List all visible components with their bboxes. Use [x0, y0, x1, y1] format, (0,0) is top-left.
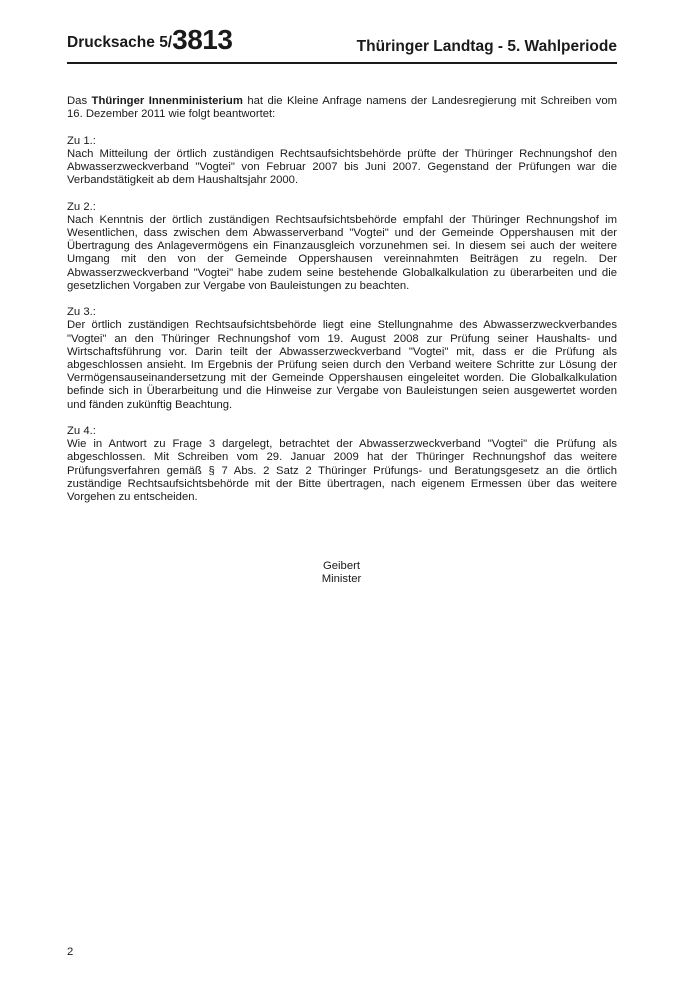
intro-after: hat die Kleine Anfrage namens der Landesregierung mit Schreiben vom 16. Dezember 2011 wie folgt beantwortet: [67, 95, 618, 121]
section-heading: Zu 3.: [67, 306, 96, 319]
section-heading: Zu 1.: [67, 134, 96, 147]
section-text: Nach Mitteilung der örtlich zuständigen Rechtsaufsichtsbehörde prüfte der Thüringer Rechnungshof den Abwasserzweckverband "Vogtei" von Februar 2007 bis Juni 2007. Gegenstand der Prüfungen war die Verbandstätigkeit ab dem Haushaltsjahr 2000. [67, 147, 617, 187]
answer-section-4 [67, 425, 617, 504]
section-heading: Zu 2.: [67, 200, 96, 213]
intro-before: Das [67, 95, 92, 107]
page-header [67, 24, 617, 64]
document-body [67, 95, 617, 517]
section-heading: Zu 4.: [67, 425, 96, 438]
ministry-name: Thüringer Innenministerium [91, 95, 243, 107]
document-number: 3813 [172, 24, 233, 55]
answer-section-3 [67, 306, 617, 412]
signatory-name: Geibert [322, 560, 361, 572]
answer-section-2 [67, 201, 617, 293]
parliament-title: Thüringer Landtag - 5. Wahlperiode [356, 38, 617, 55]
section-text: Der örtlich zuständigen Rechtsaufsichtsbehörde liegt eine Stellungnahme des Abwasserzweckverbandes "Vogtei" an den Thüringer Rechnungshof vom 19. August 2008 zur Prüfung seiner Haushalts- und Wirtschaftsführung vor. Darin teilt der Abwasserzweckverband "Vogtei" mit, dass er die Prüfung als abgeschlossen ansieht. Im Ergebnis der Prüfung seien durch den Verband weitere Schritte zur Lösung der Vermögensauseinandersetzung mit der Gemeinde Oppershausen eingeleitet worden. Die Globalkalkulation befinde sich in Überarbeitung und die Hinweise zur Vergabe von Bauleistungen seien ausgewertet worden und fänden zukünftig Beachtung. [67, 319, 617, 411]
answer-section-1 [67, 135, 617, 188]
section-text: Nach Kenntnis der örtlich zuständigen Rechtsaufsichtsbehörde empfahl der Thüringer Rechnungshof im Wesentlichen, dass zwischen dem Abwasserverband "Vogtei" und der Gemeinde Oppershausen mit der Übertragung des Anlagevermögens ein Finanzausgleich vorzunehmen sei. In diesem sei auch der weitere Umgang mit den von der Gemeinde Oppershausen vereinnahmten Beiträgen zu regeln. Der Abwasserzweckverband "Vogtei" habe zudem seine bestehende Globalkalkulation zu überarbeiten und die gesetzlichen Vorgaben zur Vergabe von Bauleistungen zu beachten. [67, 213, 617, 292]
page-number: 2 [67, 946, 74, 958]
document-prefix: Drucksache 5/ [67, 34, 173, 51]
intro-paragraph [67, 95, 617, 121]
document-id [67, 24, 232, 56]
section-text: Wie in Antwort zu Frage 3 dargelegt, betrachtet der Abwasserzweckverband "Vogtei" die Prüfung als abgeschlossen. Mit Schreiben vom 29. Januar 2009 hat der Thüringer Rechnungshof das weitere Prüfungsverfahren gemäß § 7 Abs. 2 Satz 2 Thüringer Prüfungs- und Beratungsgesetz an die örtlich zuständige Rechtsaufsichtsbehörde mit der Bitte übertragen, nach eigenem Ermessen über das weitere Vorgehen zu entscheiden. [67, 438, 617, 504]
signatory-title: Minister [321, 573, 362, 586]
signature-block [0, 560, 683, 586]
